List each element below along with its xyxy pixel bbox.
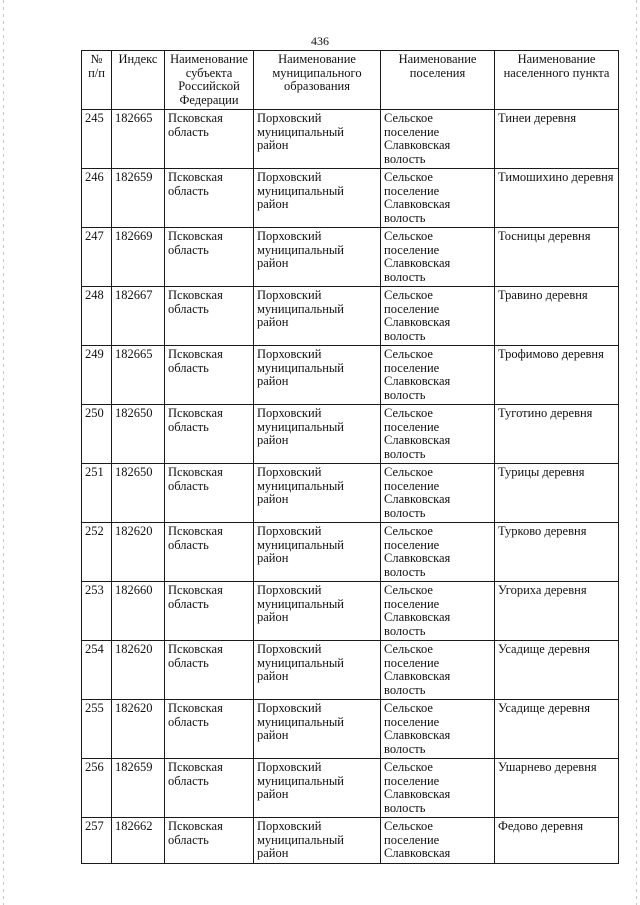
cell-subject: Псковская область <box>165 110 254 169</box>
cell-locality: Травино деревня <box>495 287 619 346</box>
cell-locality: Тинеи деревня <box>495 110 619 169</box>
cell-num: 247 <box>82 228 112 287</box>
cell-municipality: Порховский муниципальный район <box>254 641 381 700</box>
cell-municipality: Порховский муниципальный район <box>254 287 381 346</box>
cell-subject: Псковская область <box>165 700 254 759</box>
cell-index: 182650 <box>112 405 165 464</box>
cell-num: 249 <box>82 346 112 405</box>
cell-subject: Псковская область <box>165 405 254 464</box>
cell-municipality: Порховский муниципальный район <box>254 169 381 228</box>
cell-index: 182667 <box>112 287 165 346</box>
cell-municipality: Порховский муниципальный район <box>254 110 381 169</box>
cell-subject: Псковская область <box>165 228 254 287</box>
cell-settlement: Сельское поселение Славковская волость <box>381 582 495 641</box>
cell-locality: Тимошихино деревня <box>495 169 619 228</box>
header-locality: Наименование населенного пункта <box>495 51 619 110</box>
cell-settlement: Сельское поселение Славковская волость <box>381 464 495 523</box>
cell-subject: Псковская область <box>165 523 254 582</box>
cell-index: 182665 <box>112 110 165 169</box>
cell-locality: Турицы деревня <box>495 464 619 523</box>
cell-num: 256 <box>82 759 112 818</box>
cell-locality: Турково деревня <box>495 523 619 582</box>
cell-settlement: Сельское поселение Славковская волость <box>381 110 495 169</box>
cell-settlement: Сельское поселение Славковская волость <box>381 346 495 405</box>
cell-subject: Псковская область <box>165 582 254 641</box>
cell-num: 248 <box>82 287 112 346</box>
cell-index: 182665 <box>112 346 165 405</box>
table-row <box>82 405 619 464</box>
cell-index: 182659 <box>112 169 165 228</box>
cell-num: 246 <box>82 169 112 228</box>
cell-num: 251 <box>82 464 112 523</box>
cell-num: 253 <box>82 582 112 641</box>
page-number: 436 <box>311 34 329 48</box>
cell-subject: Псковская область <box>165 169 254 228</box>
cell-settlement: Сельское поселение Славковская волость <box>381 405 495 464</box>
cell-locality: Федово деревня <box>495 818 619 864</box>
table-row <box>82 464 619 523</box>
cell-num: 250 <box>82 405 112 464</box>
cell-num: 257 <box>82 818 112 864</box>
cell-index: 182620 <box>112 523 165 582</box>
cell-settlement: Сельское поселение Славковская <box>381 818 495 864</box>
cell-municipality: Порховский муниципальный район <box>254 818 381 864</box>
cell-subject: Псковская область <box>165 464 254 523</box>
cell-locality: Усадище деревня <box>495 641 619 700</box>
cell-num: 254 <box>82 641 112 700</box>
cell-municipality: Порховский муниципальный район <box>254 523 381 582</box>
cell-municipality: Порховский муниципальный район <box>254 700 381 759</box>
table-row <box>82 700 619 759</box>
cell-settlement: Сельское поселение Славковская волость <box>381 700 495 759</box>
table-row <box>82 641 619 700</box>
table-row <box>82 523 619 582</box>
settlements-table <box>81 50 619 864</box>
cell-locality: Угориха деревня <box>495 582 619 641</box>
scan-edge-right <box>636 0 637 905</box>
cell-num: 252 <box>82 523 112 582</box>
header-subject: Наименование субъекта Российской Федерации <box>165 51 254 110</box>
cell-locality: Туготино деревня <box>495 405 619 464</box>
cell-municipality: Порховский муниципальный район <box>254 346 381 405</box>
cell-municipality: Порховский муниципальный район <box>254 759 381 818</box>
table-row <box>82 818 619 864</box>
scan-edge-left <box>3 0 4 905</box>
cell-municipality: Порховский муниципальный район <box>254 464 381 523</box>
header-municipality: Наименование муниципального образования <box>254 51 381 110</box>
cell-locality: Тосницы деревня <box>495 228 619 287</box>
table-row <box>82 759 619 818</box>
cell-subject: Псковская область <box>165 759 254 818</box>
cell-index: 182660 <box>112 582 165 641</box>
cell-subject: Псковская область <box>165 641 254 700</box>
cell-settlement: Сельское поселение Славковская волость <box>381 287 495 346</box>
table-row <box>82 346 619 405</box>
cell-index: 182650 <box>112 464 165 523</box>
cell-settlement: Сельское поселение Славковская волость <box>381 523 495 582</box>
table-row <box>82 110 619 169</box>
cell-municipality: Порховский муниципальный район <box>254 405 381 464</box>
cell-settlement: Сельское поселение Славковская волость <box>381 169 495 228</box>
cell-index: 182669 <box>112 228 165 287</box>
table-row <box>82 582 619 641</box>
header-num: № п/п <box>82 51 112 110</box>
cell-num: 245 <box>82 110 112 169</box>
cell-subject: Псковская область <box>165 346 254 405</box>
table-row <box>82 287 619 346</box>
table-row <box>82 228 619 287</box>
cell-subject: Псковская область <box>165 818 254 864</box>
cell-settlement: Сельское поселение Славковская волость <box>381 228 495 287</box>
header-settlement: Наименование поселения <box>381 51 495 110</box>
cell-settlement: Сельское поселение Славковская волость <box>381 641 495 700</box>
cell-index: 182620 <box>112 700 165 759</box>
cell-locality: Трофимово деревня <box>495 346 619 405</box>
table-header-row <box>82 51 619 110</box>
cell-locality: Ушарнево деревня <box>495 759 619 818</box>
cell-settlement: Сельское поселение Славковская волость <box>381 759 495 818</box>
cell-index: 182662 <box>112 818 165 864</box>
cell-num: 255 <box>82 700 112 759</box>
cell-municipality: Порховский муниципальный район <box>254 582 381 641</box>
cell-index: 182659 <box>112 759 165 818</box>
table-row <box>82 169 619 228</box>
cell-subject: Псковская область <box>165 287 254 346</box>
header-index: Индекс <box>112 51 165 110</box>
cell-municipality: Порховский муниципальный район <box>254 228 381 287</box>
cell-locality: Усадище деревня <box>495 700 619 759</box>
cell-index: 182620 <box>112 641 165 700</box>
